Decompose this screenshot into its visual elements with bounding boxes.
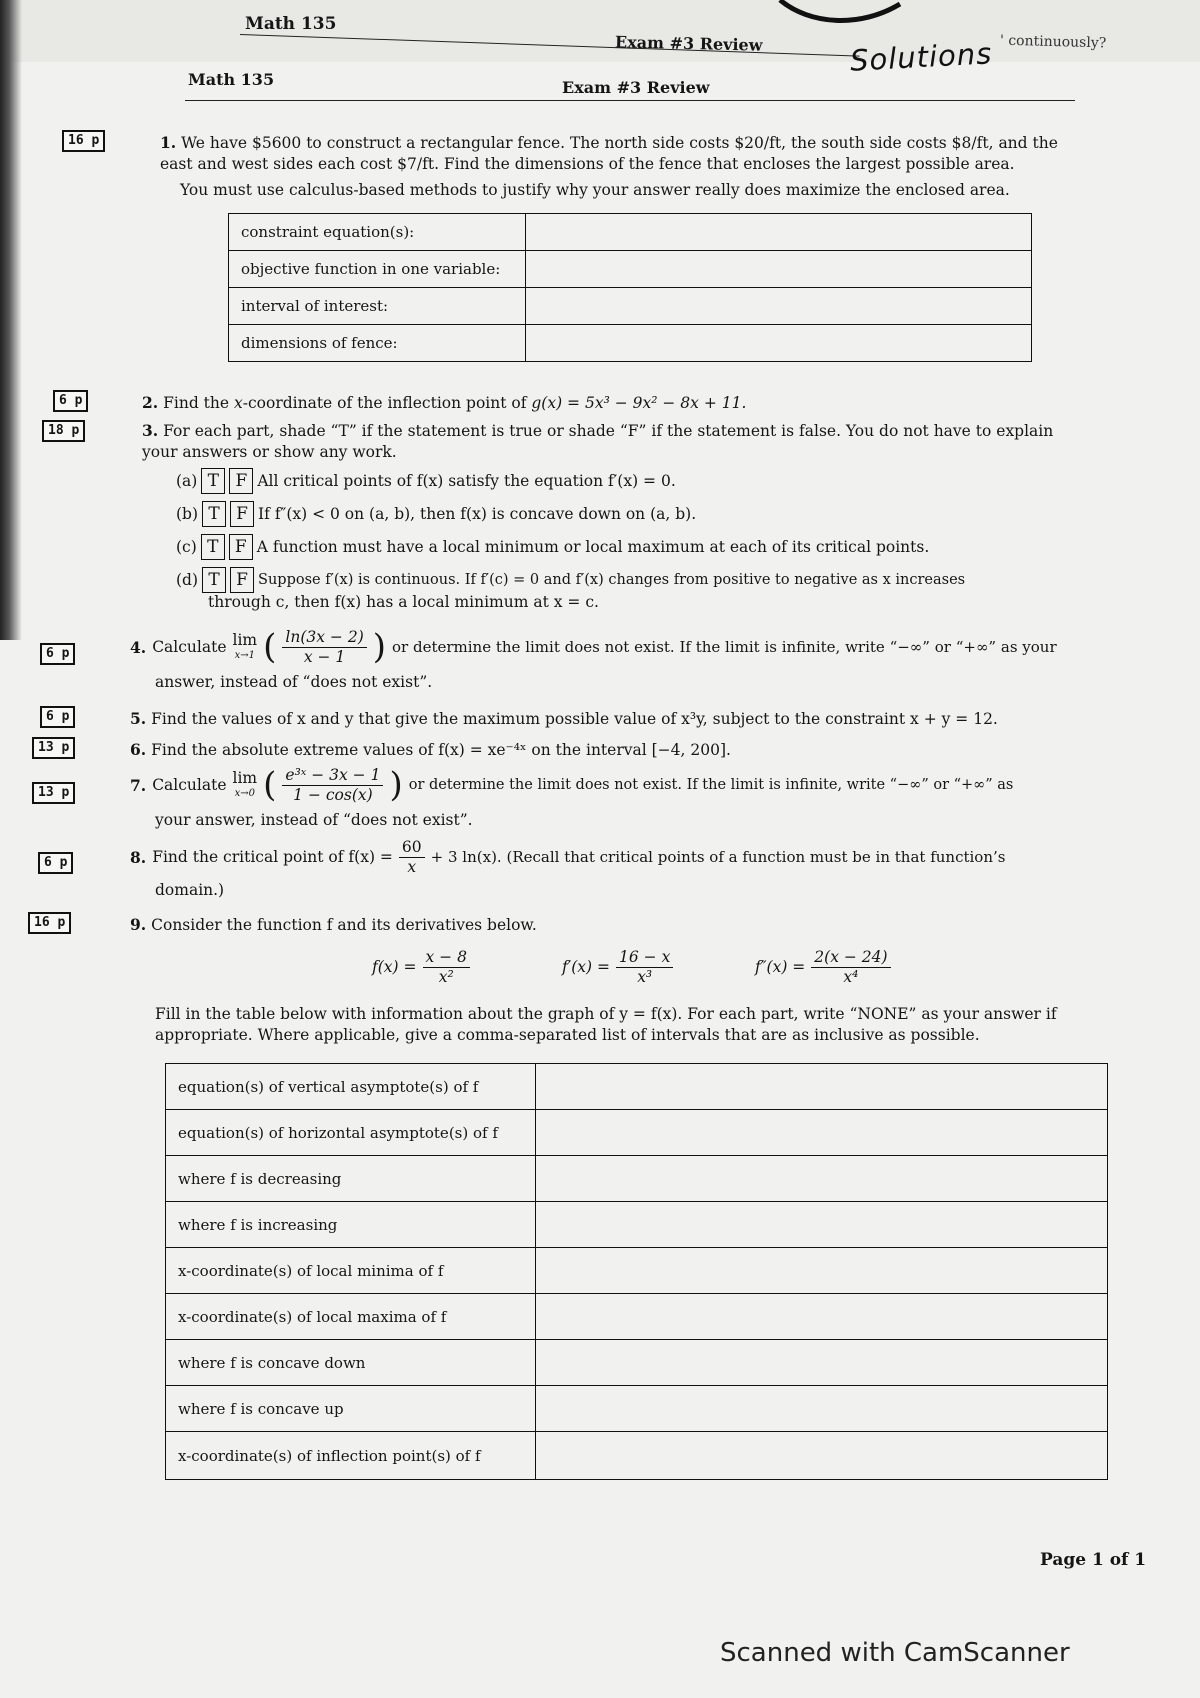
q3c-label: (c): [176, 538, 197, 556]
scanner-watermark: Scanned with CamScanner: [720, 1638, 1070, 1668]
q3b-text: If f″(x) < 0 on (a, b), then f(x) is concave down on (a, b).: [258, 505, 697, 523]
q9-f-denominator: x²: [438, 968, 454, 986]
q8-tail-continued: domain.): [155, 881, 225, 899]
q8-lead: Find the critical point of f(x) =: [152, 848, 393, 866]
true-box[interactable]: T: [201, 534, 225, 560]
false-box[interactable]: F: [230, 567, 254, 593]
left-paren-icon: (: [263, 765, 277, 805]
q9-answer-table: [165, 1063, 1108, 1480]
q2-lead: Find the: [163, 394, 234, 412]
q8-number: 8.: [130, 848, 147, 867]
q9-f-numerator: x − 8: [423, 948, 470, 968]
q7-lim: lim: [232, 768, 258, 787]
q4-text: [130, 628, 1120, 667]
table-row: [166, 1202, 1108, 1248]
q9-instruction: Fill in the table below with information about the graph of y = f(x). For each part, write “NONE” as your answer if appropriate. Where applicable, give a comma-separated list of intervals that are as inclusive as possible.: [155, 1005, 1057, 1044]
q9-fp: [562, 948, 673, 987]
q7-points: 13 p: [32, 782, 75, 804]
q9-row-label: x-coordinate(s) of inflection point(s) of f: [166, 1432, 536, 1480]
q9-f-fraction: [423, 948, 470, 987]
false-box[interactable]: F: [229, 534, 253, 560]
q9-text: [130, 914, 1090, 936]
table-row: [166, 1294, 1108, 1340]
underlying-rule: [240, 34, 860, 57]
true-box[interactable]: T: [202, 567, 226, 593]
left-paren-icon: (: [263, 627, 277, 667]
q9-fp-lhs: f′(x) =: [562, 958, 611, 976]
q5-number: 5.: [130, 709, 147, 728]
q1-body: We have $5600 to construct a rectangular fence. The north side costs $20/ft, the south side costs $8/ft, and the east and west sides each cost $7/ft. Find the dimensions of the fence that encloses the largest possible area.: [160, 134, 1058, 173]
q1-instruction: You must use calculus-based methods to justify why your answer really does maximize the enclosed area.: [180, 181, 1010, 199]
q9-body: Consider the function f and its derivatives below.: [151, 916, 537, 934]
q4-lead: Calculate: [152, 638, 227, 656]
q9-answer-cell[interactable]: [536, 1432, 1108, 1480]
table-row: [229, 214, 1032, 251]
q7-denominator: 1 − cos(x): [293, 786, 373, 804]
q3-points: 18 p: [42, 420, 85, 442]
q9-row-label: where f is increasing: [166, 1202, 536, 1248]
q6-text: [130, 739, 1090, 761]
q9-answer-cell[interactable]: [536, 1386, 1108, 1432]
table-row: [166, 1340, 1108, 1386]
q7-text: [130, 766, 1130, 805]
underlying-page-edge: [0, 0, 1200, 62]
header-exam: Exam #3 Review: [562, 78, 710, 97]
q9-row-label: equation(s) of horizontal asymptote(s) of f: [166, 1110, 536, 1156]
q9-f: [372, 948, 470, 987]
q8-numerator: 60: [399, 838, 425, 858]
q4-numerator: ln(3x − 2): [282, 628, 366, 648]
q9-row-label: x-coordinate(s) of local minima of f: [166, 1248, 536, 1294]
table-row: [166, 1064, 1108, 1110]
q8-text: [130, 838, 1130, 877]
q2-var: x: [233, 394, 243, 412]
q9-fp-fraction: [616, 948, 673, 987]
q9-answer-cell[interactable]: [536, 1202, 1108, 1248]
q9-answer-cell[interactable]: [536, 1248, 1108, 1294]
q2-number: 2.: [142, 393, 159, 412]
underlying-course: Math 135: [245, 14, 337, 34]
q2-text: [142, 392, 1072, 414]
true-box[interactable]: T: [202, 501, 226, 527]
q7-lim-sub: x→0: [234, 787, 256, 799]
q3d-text-continued: through c, then f(x) has a local minimum at x = c.: [208, 593, 599, 611]
q8-points: 6 p: [38, 852, 73, 874]
q7-numerator: e³ˣ − 3x − 1: [282, 766, 383, 786]
q3a-label: (a): [176, 472, 198, 490]
table-row: [229, 251, 1032, 288]
q4-tail: or determine the limit does not exist. If the limit is infinite, write “−∞” or “+∞” as your: [392, 638, 1057, 656]
false-box[interactable]: F: [230, 501, 254, 527]
q7-lead: Calculate: [152, 776, 227, 794]
q1-row-label: interval of interest:: [229, 288, 526, 325]
true-box[interactable]: T: [201, 468, 225, 494]
q4-tail-continued: answer, instead of “does not exist”.: [155, 673, 433, 691]
q3-part-b: [176, 501, 696, 527]
q9-row-label: equation(s) of vertical asymptote(s) of f: [166, 1064, 536, 1110]
q9-fpp-lhs: f″(x) =: [755, 958, 806, 976]
q7-tail-continued: your answer, instead of “does not exist”.: [155, 811, 473, 829]
q2-mid: -coordinate of the inflection point of: [242, 394, 532, 412]
right-paren-icon: ): [389, 765, 403, 805]
q6-points: 13 p: [32, 737, 75, 759]
q5-points: 6 p: [40, 706, 75, 728]
q1-answer-cell[interactable]: [526, 251, 1032, 288]
q5-text: [130, 708, 1090, 730]
left-edge-shadow: [0, 0, 22, 640]
q3-part-c: [176, 534, 929, 560]
underlying-exam: Exam #3 Review: [614, 32, 763, 55]
q9-fp-denominator: x³: [637, 968, 653, 986]
q9-row-label: where f is concave down: [166, 1340, 536, 1386]
q1-answer-cell[interactable]: [526, 325, 1032, 362]
q9-row-label: where f is concave up: [166, 1386, 536, 1432]
q4-limit: [233, 632, 258, 664]
q9-fp-numerator: 16 − x: [616, 948, 673, 968]
false-box[interactable]: F: [229, 468, 253, 494]
q7-tail: or determine the limit does not exist. If the limit is infinite, write “−∞” or “+∞” as: [408, 777, 1014, 793]
q9-answer-cell[interactable]: [536, 1064, 1108, 1110]
underlying-fragment: ' continuously?: [999, 32, 1107, 52]
q4-fraction: [282, 628, 366, 667]
q4-lim: lim: [232, 630, 258, 649]
table-row: [229, 288, 1032, 325]
q3b-label: (b): [176, 505, 199, 523]
q9-answer-cell[interactable]: [536, 1294, 1108, 1340]
table-row: [166, 1156, 1108, 1202]
q7-limit: [233, 770, 258, 802]
q4-number: 4.: [130, 638, 147, 657]
q3-number: 3.: [142, 421, 159, 440]
page-number: Page 1 of 1: [1040, 1550, 1147, 1570]
q3d-label: (d): [176, 571, 199, 589]
table-row: [166, 1248, 1108, 1294]
q9-points: 16 p: [28, 912, 71, 934]
q2-points: 6 p: [53, 390, 88, 412]
header-course: Math 135: [188, 70, 275, 89]
q3-body: For each part, shade “T” if the statement is true or shade “F” if the statement is false. You do not have to explain your answers or show any work.: [142, 422, 1054, 461]
q8-tail: + 3 ln(x). (Recall that critical points of a function must be in that function’s: [430, 848, 1006, 866]
q4-denominator: x − 1: [303, 648, 346, 666]
handwritten-solutions: Solutions: [849, 36, 994, 78]
q9-number: 9.: [130, 915, 147, 934]
q3a-text: All critical points of f(x) satisfy the equation f′(x) = 0.: [257, 472, 676, 490]
q9-answer-cell[interactable]: [536, 1340, 1108, 1386]
q3-part-d: [176, 567, 1136, 593]
table-row: [166, 1432, 1108, 1480]
q7-number: 7.: [130, 776, 147, 795]
q8-denominator: x: [407, 858, 417, 876]
q3c-text: A function must have a local minimum or local maximum at each of its critical points.: [256, 538, 930, 556]
q6-body: Find the absolute extreme values of f(x) = xe⁻⁴ˣ on the interval [−4, 200].: [151, 741, 731, 759]
q6-number: 6.: [130, 740, 147, 759]
q5-body: Find the values of x and y that give the maximum possible value of x³y, subject to the constraint x + y = 12.: [151, 710, 998, 728]
q8-fraction: [399, 838, 425, 877]
q1-points: 16 p: [62, 130, 105, 152]
q3-text: [142, 420, 1082, 463]
q1-row-label: constraint equation(s):: [229, 214, 526, 251]
table-row: [166, 1386, 1108, 1432]
q9-f-lhs: f(x) =: [372, 958, 417, 976]
q1-number: 1.: [160, 133, 177, 152]
q9-fpp-numerator: 2(x − 24): [811, 948, 890, 968]
q1-answer-cell[interactable]: [526, 288, 1032, 325]
q1-answer-cell[interactable]: [526, 214, 1032, 251]
q9-fpp-denominator: x⁴: [843, 968, 859, 986]
q1-answer-table: [228, 213, 1032, 362]
q3-part-a: [176, 468, 676, 494]
q1-row-label: objective function in one variable:: [229, 251, 526, 288]
q1-text: [160, 132, 1080, 175]
right-paren-icon: ): [372, 627, 387, 667]
q9-fpp-fraction: [811, 948, 890, 987]
q9-row-label: x-coordinate(s) of local maxima of f: [166, 1294, 536, 1340]
q7-fraction: [282, 766, 383, 805]
q1-row-label: dimensions of fence:: [229, 325, 526, 362]
pen-swoosh-icon: [770, 0, 910, 40]
q9-fpp: [755, 948, 891, 987]
q9-answer-cell[interactable]: [536, 1156, 1108, 1202]
q9-row-label: where f is decreasing: [166, 1156, 536, 1202]
header-rule: [185, 100, 1075, 101]
q2-function: g(x) = 5x³ − 9x² − 8x + 11.: [531, 394, 747, 412]
table-row: [166, 1110, 1108, 1156]
q4-points: 6 p: [40, 643, 75, 665]
q3d-text: Suppose f′(x) is continuous. If f′(c) = 0 and f′(x) changes from positive to negative as x increases: [258, 572, 966, 588]
q4-lim-sub: x→1: [234, 649, 256, 661]
q9-answer-cell[interactable]: [536, 1110, 1108, 1156]
table-row: [229, 325, 1032, 362]
